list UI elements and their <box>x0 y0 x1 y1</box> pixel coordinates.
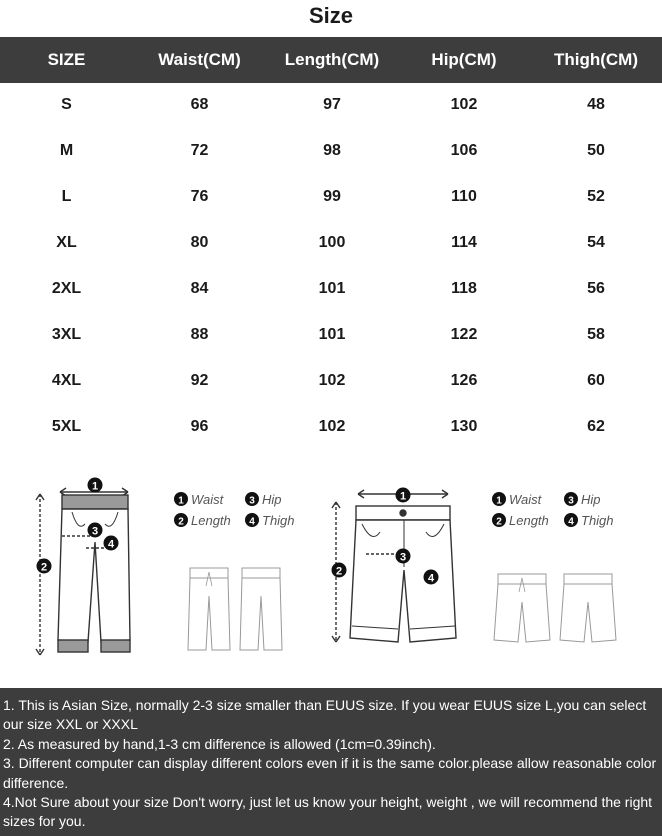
legend-thigh: Thigh <box>581 513 614 528</box>
legend-waist: Waist <box>509 492 542 507</box>
table-cell: 118 <box>451 280 477 297</box>
table-cell: M <box>59 142 74 159</box>
shorts-back-thumbnail <box>560 574 616 642</box>
table-cell: 52 <box>587 188 605 205</box>
table-row <box>0 358 662 404</box>
size-notes <box>0 688 662 836</box>
svg-text:3: 3 <box>91 525 99 538</box>
table-cell: 3XL <box>51 326 82 343</box>
shorts-front-thumbnail <box>494 574 550 642</box>
legend-shorts <box>492 492 614 528</box>
header-hip: Hip(CM) <box>431 50 497 69</box>
table-cell: 130 <box>450 418 478 435</box>
table-cell: XL <box>56 234 77 251</box>
table-cell: 2XL <box>51 280 82 297</box>
size-table-body <box>0 82 662 450</box>
svg-text:4: 4 <box>427 572 435 585</box>
long-pants-diagram <box>36 488 130 655</box>
table-cell: 68 <box>190 96 209 113</box>
table-cell: 106 <box>450 142 478 159</box>
legend-hip: Hip <box>262 492 282 507</box>
table-cell: 88 <box>190 326 209 343</box>
table-cell: S <box>61 96 72 113</box>
table-row <box>0 266 662 312</box>
svg-text:1: 1 <box>399 490 407 503</box>
pants-back-thumbnail <box>240 568 282 650</box>
table-cell: 114 <box>451 234 477 251</box>
legend-length: Length <box>509 513 549 528</box>
table-cell: 72 <box>190 142 209 159</box>
table-cell: 80 <box>190 234 209 251</box>
table-cell: 76 <box>190 188 209 205</box>
table-cell: 62 <box>587 418 605 435</box>
table-cell: 102 <box>318 372 346 389</box>
table-row <box>0 220 662 266</box>
table-cell: 97 <box>323 96 341 113</box>
table-row <box>0 174 662 220</box>
table-row <box>0 128 662 174</box>
legend-hip: Hip <box>581 492 601 507</box>
note-item: 4.Not Sure about your size Don't worry, just let us know your height, weight , we will recommend the right sizes for you. <box>3 794 653 830</box>
svg-text:4: 4 <box>107 538 115 551</box>
size-table-header <box>0 37 662 83</box>
table-cell: 98 <box>323 142 341 159</box>
legend-pants <box>174 492 295 528</box>
header-waist: Waist(CM) <box>158 50 241 69</box>
table-cell: 58 <box>587 326 605 343</box>
header-size: SIZE <box>47 50 86 69</box>
svg-text:1: 1 <box>496 495 502 507</box>
pants-front-thumbnail <box>188 568 230 650</box>
svg-text:2: 2 <box>178 516 184 528</box>
header-thigh: Thigh(CM) <box>553 50 639 69</box>
svg-text:4: 4 <box>568 516 574 528</box>
page-title: Size <box>308 3 354 28</box>
marker-4-icon <box>424 570 439 585</box>
table-cell: 101 <box>318 326 346 343</box>
marker-4-icon <box>104 536 119 551</box>
table-cell: L <box>61 188 72 205</box>
svg-text:2: 2 <box>335 565 343 578</box>
svg-text:3: 3 <box>399 551 407 564</box>
table-cell: 54 <box>587 234 605 251</box>
table-cell: 48 <box>587 96 605 113</box>
table-cell: 100 <box>318 234 346 251</box>
svg-text:3: 3 <box>249 495 255 507</box>
svg-text:3: 3 <box>568 495 574 507</box>
table-row <box>0 82 662 128</box>
note-item: 2. As measured by hand,1-3 cm difference is allowed (1cm=0.39inch). <box>3 735 436 752</box>
table-row <box>0 404 662 450</box>
table-cell: 5XL <box>51 418 82 435</box>
svg-text:2: 2 <box>496 516 502 528</box>
table-cell: 50 <box>587 142 605 159</box>
table-cell: 56 <box>587 280 605 297</box>
marker-2-icon <box>332 563 347 578</box>
table-cell: 102 <box>318 418 346 435</box>
svg-text:1: 1 <box>91 480 99 493</box>
note-item: 1. This is Asian Size, normally 2-3 size smaller than EUUS size. If you wear EUUS size L,you can select our size XXL or XXXL <box>3 697 647 733</box>
measurement-illustrations <box>0 462 662 670</box>
note-item: 3. Different computer can display different colors even if it is the same color.please allow reasonable color difference. <box>3 755 657 791</box>
header-length: Length(CM) <box>284 50 380 69</box>
svg-text:1: 1 <box>178 495 184 507</box>
legend-thigh: Thigh <box>262 513 295 528</box>
table-cell: 102 <box>450 96 478 113</box>
svg-text:2: 2 <box>40 561 48 574</box>
table-cell: 110 <box>451 188 477 205</box>
svg-text:4: 4 <box>249 516 255 528</box>
marker-3-icon <box>88 523 103 538</box>
table-cell: 84 <box>190 280 209 297</box>
table-cell: 96 <box>190 418 209 435</box>
shorts-diagram <box>332 490 456 642</box>
marker-1-icon <box>88 478 103 493</box>
table-cell: 126 <box>450 372 478 389</box>
table-cell: 4XL <box>51 372 82 389</box>
legend-length: Length <box>191 513 231 528</box>
table-cell: 101 <box>318 280 346 297</box>
marker-1-icon <box>396 488 411 503</box>
table-cell: 60 <box>587 372 605 389</box>
table-cell: 92 <box>190 372 209 389</box>
legend-waist: Waist <box>191 492 224 507</box>
marker-2-icon <box>37 559 52 574</box>
marker-3-icon <box>396 549 411 564</box>
table-cell: 99 <box>323 188 341 205</box>
table-row <box>0 312 662 358</box>
table-cell: 122 <box>450 326 478 343</box>
